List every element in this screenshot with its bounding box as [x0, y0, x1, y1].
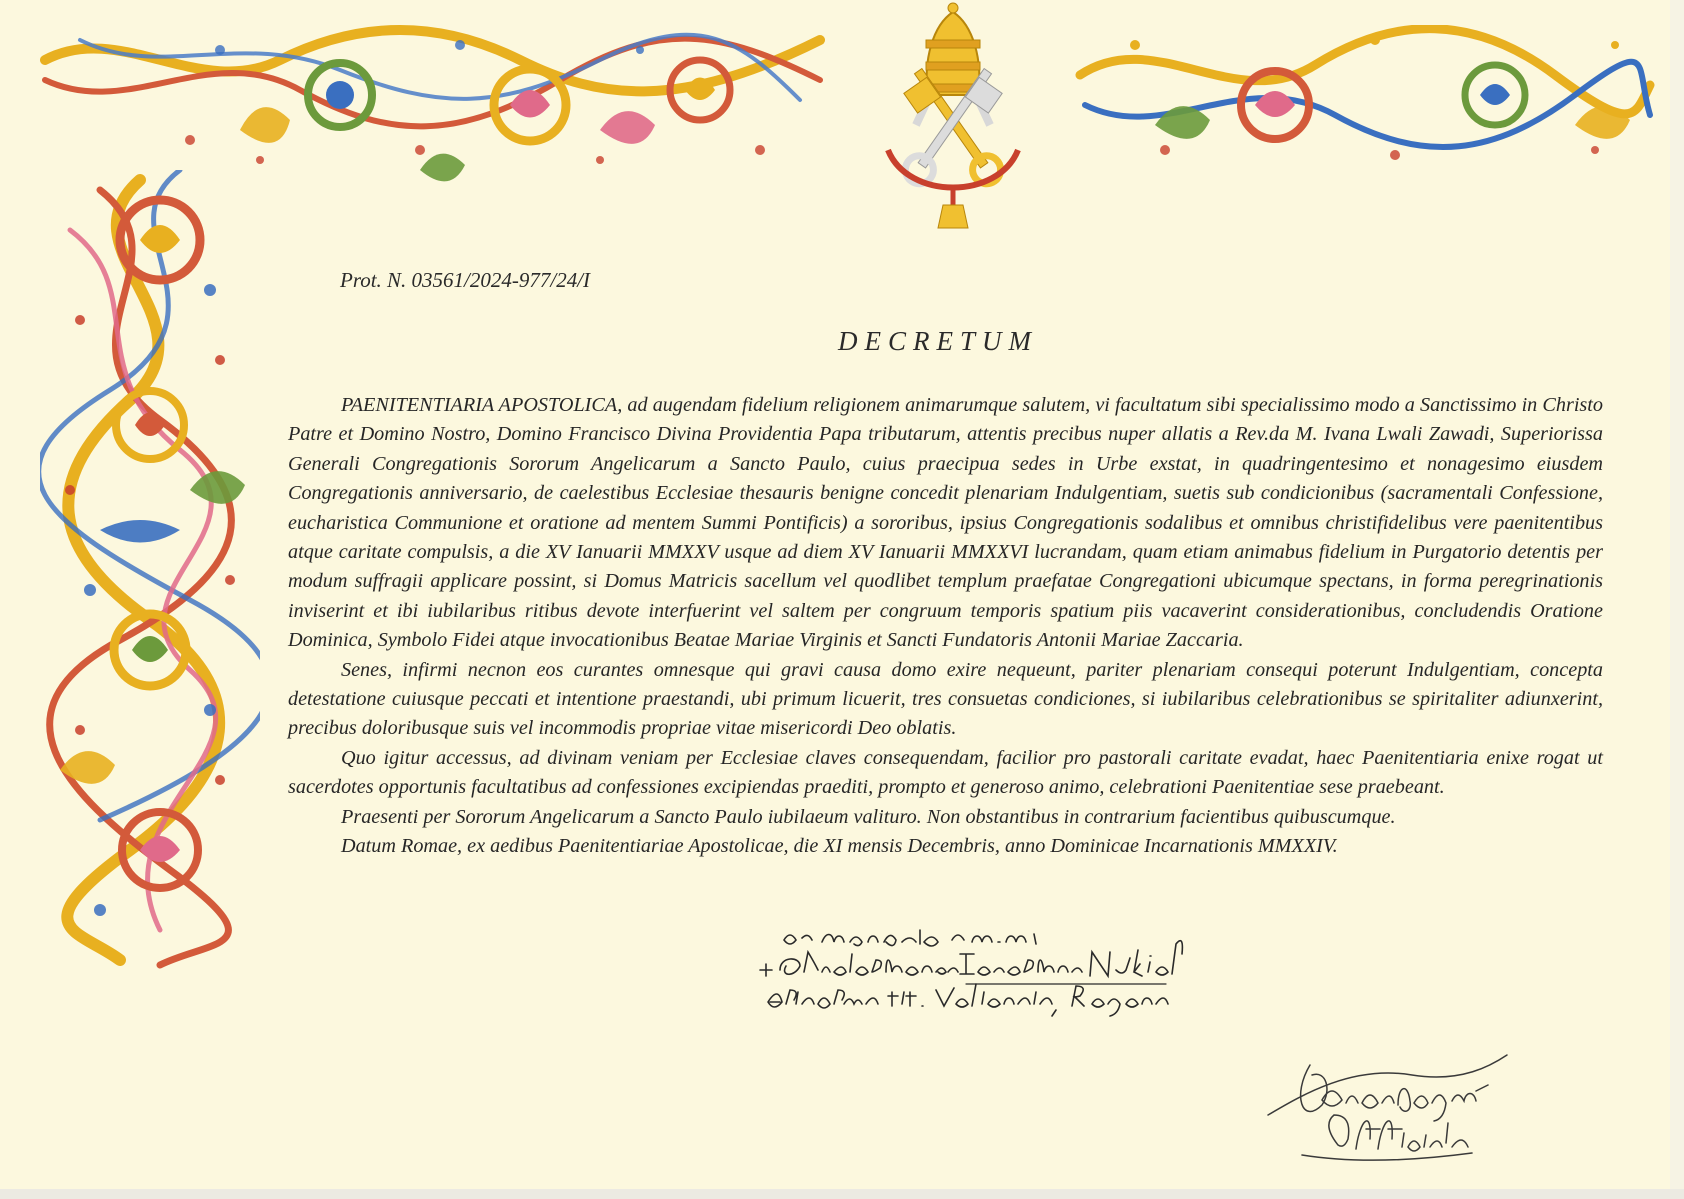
protocol-number: Prot. N. 03561/2024-977/24/I	[340, 268, 591, 292]
top-right-floral-border	[1075, 25, 1655, 175]
official-signature	[1262, 1045, 1522, 1175]
paragraph: Quo igitur accessus, ad divinam veniam per Ecclesiae claves consequendam, facilior pro pastorali caritate evadat, haec Paenitentiaria enixe rogat ut sacerdotes opportunis facultatibus ad confessiones excipiendas praediti, prompto et generoso animo, celebrationi Paenitentiae sese praebeant.	[288, 746, 1603, 799]
document-title: DECRETUM	[838, 326, 1038, 356]
paragraph: Senes, infirmi necnon eos curantes omnesque qui gravi causa domo exire nequeunt, pariter plenariam consequi poterunt Indulgentiam, concepta detestatione cuiusque peccati et intentione praestandi, ubi primum licuerit, tres consuetas condiciones, si iubilaribus celebrationibus se spiritaliter adiunxerint, precibus doloribusque suis vel incommodis propriae vitae misericordi Deo oblatis.	[288, 658, 1603, 740]
paragraph: Datum Romae, ex aedibus Paenitentiariae Apostolicae, die XI mensis Decembris, anno Dominicae Incarnationis MMXXIV.	[341, 835, 1338, 858]
regent-signature	[752, 920, 1192, 1030]
paragraph: Praesenti per Sororum Angelicarum a Sancto Paulo iubilaeum valituro. Non obstantibus in contrarium facientibus quibuscumque.	[341, 805, 1396, 828]
left-floral-border	[40, 170, 260, 970]
decree-body	[288, 391, 1603, 862]
scan-edge-bottom	[0, 1189, 1684, 1199]
papal-keys-emblem-icon	[868, 0, 1038, 235]
paragraph: PAENITENTIARIA APOSTOLICA, ad augendam fidelium religionem animarumque salutem, vi facultatum sibi specialissimo modo a Sanctissimo in Christo Patre et Domino Nostro, Domino Francisco Divina Providentia Papa tributarum, attentis precibus nuper allatis a Rev.da M. Ivana Lwali Zawadi, Superiorissa Generali Congregationis Sororum Angelicarum a Sancto Paulo, cuius praecipua sedes in Urbe exstat, in quadringentesimo et nonagesimo eiusdem Congregationis anniversario, de caelestibus Ecclesiae thesauris benigne concedit plenariam Indulgentiam, suetis sub condicionibus (sacramentali Confessione, eucharistica Communione et oratione ad mentem Summi Pontificis) a sororibus, ipsius Congregationis sodalibus et omnibus christifidelibus vere paenitentibus atque caritate compulsis, a die XV Ianuarii MMXXV usque ad diem XV Ianuarii MMXXVI lucrandam, quam etiam animabus fidelium in Purgatorio detentis per modum suffragii applicare possint, si Domus Matricis sacellum vel quodlibet templum praefatae Congregationi ubicumque spectans, in forma peregrinationis inviserint et ibi iubilaribus ritibus devote interfuerint vel saltem per congruum temporis spatium piis vacaverint considerationibus, concludendis Oratione Dominica, Symbolo Fidei atque invocationibus Beatae Mariae Virginis et Sancti Fundatoris Antonii Mariae Zaccaria.	[288, 394, 1603, 652]
scan-edge-right	[1670, 0, 1684, 1199]
